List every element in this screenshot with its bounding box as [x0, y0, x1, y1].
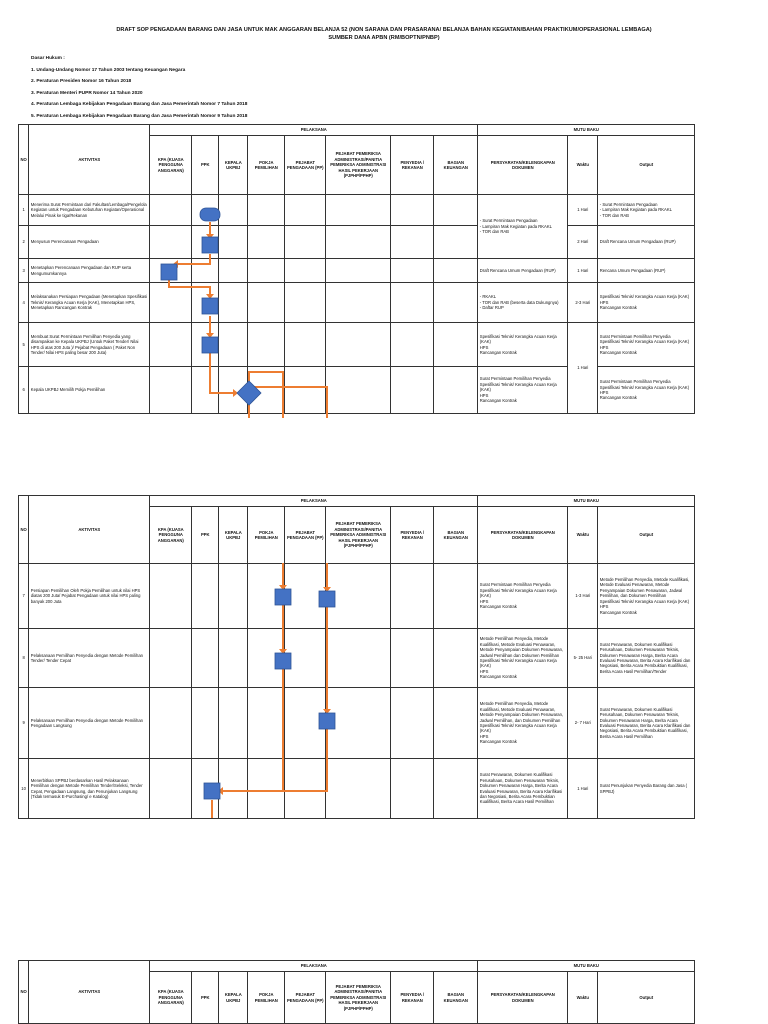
legal-item: 2. Peraturan Presiden Nomor 16 Tahun 2018 [31, 79, 132, 84]
header-actor: BAGIAN KEUANGAN [434, 136, 478, 195]
legal-item: 3. Peraturan Menteri PUPR Nomor 14 Tahun 2020 [31, 90, 143, 96]
row-waktu: 5- 25 Hari [568, 629, 598, 688]
header-waktu: Waktu [568, 507, 598, 564]
row-aktivitas: Menerima Surat Permintaan dari Fakultas/Lembaga/Pengelola Kegiatan untuk Pengadaan Kebutuhan Kegiatan/Operasional Melalui Pinak ke tiga/Rekanan [29, 195, 150, 226]
row-no: 3 [19, 259, 29, 283]
row-no: 1 [19, 195, 29, 226]
table-row [19, 283, 695, 323]
row-aktivitas: Menerbitkan SPPBJ berdasarkan Hasil Pelaksanaan Pemilihan dengan Metode Pemilihan Tender/Seleksi, Tender Cepat, Pengadaan Langsung, dan Penunjukan Langsung (Tidak termasuk E-Purchasing/ e Katalog) [29, 759, 150, 819]
legal-item: 4. Peraturan Lembaga Kebijakan Pengadaan Barang dan Jasa Pemerintah Nomor 7 Tahun 2018 [31, 102, 248, 107]
header-waktu: Waktu [568, 136, 598, 195]
header-actor: PENYEDIA / REKANAN [391, 507, 434, 564]
row-waktu: 1-3 Hari [568, 564, 598, 629]
header-actor: KPA (KUASA PENGGUNA ANGGARAN) [150, 136, 192, 195]
header-aktivitas: AKTIVITAS [29, 496, 150, 564]
row-aktivitas: Pelaksanaan Pemilihan Penyedia dengan Metode Pemilihan Pengadaan Langsung [29, 688, 150, 759]
header-actor: PEJABAT PENGADAAN (PP) [285, 972, 326, 1024]
row-no: 7 [19, 564, 29, 629]
header-actor: PEJABAT PEMERIKSA ADMINISTRASI/PANITIA PEMERIKSA ADMINISTRASI HASIL PEKERJAAN (PJPHP/PPHP) [326, 972, 391, 1024]
row-aktivitas: Menetapkan Perencanaan Pengadaan dan RUP serta Mengumumkannya [29, 259, 150, 283]
row-output: Surat Penawaran, Dokumen Kualifikasi Perusahaan, Dokumen Penawaran Teknis, Dokumen Penawaran Harga, Berita Acara Evaluasi Penawaran, Berita Acara Klarifikasi dan Negosiasi, Berita Acara Pembuktian Kualifikasi, Berita Acara Hasil Pemilihan [598, 688, 695, 759]
row-persyaratan: Surat Permintaan Pemilihan Penyedia Spesifikasi Teknis/ Kerangka Acuan Kerja (KAK) HPS Rancangan Kontrak [478, 367, 568, 414]
header-actor: PENYEDIA / REKANAN [391, 972, 434, 1024]
header-actor: KPA (KUASA PENGGUNA ANGGARAN) [150, 507, 192, 564]
row-persyaratan: Metode Pemilihan Penyedia, Metode Kualifikasi, Metode Evaluasi Penawaran, Metode Penyampaian Dokumen Penawaran, Jadwal Pemilihan, dan Dokumen Pemilihan Spesifikasi Teknis/ Kerangka Acuan Kerja (KAK) HPS Rancangan Kontrak [478, 688, 568, 759]
sop-table-2 [18, 495, 695, 819]
row-no: 6 [19, 367, 29, 414]
row-output: Draft Rencana Umum Pengadaan (RUP) [598, 226, 695, 259]
row-persyaratan: Surat Permintaan Pemilihan Penyedia Spesifikasi Teknis/ Kerangka Acuan Kerja (KAK) HPS Rancangan Kontrak [478, 564, 568, 629]
row-aktivitas: Persiapan Pemilihan Oleh Pokja Pemilihan untuk nilai HPS diatas 200 Juta/ Pejabat Pengadaan untuk nilai HPS paling banyak 200 Juta [29, 564, 150, 629]
table-row [19, 629, 695, 688]
table-row [19, 323, 695, 367]
table-row [19, 195, 695, 226]
header-actor: PEJABAT PEMERIKSA ADMINISTRASI/PANITIA PEMERIKSA ADMINISTRASI HASIL PEKERJAAN (PJPHP/PPHP) [326, 507, 391, 564]
header-output: Output [598, 507, 695, 564]
header-no: NO [19, 496, 29, 564]
header-actor: BAGIAN KEUANGAN [434, 972, 478, 1024]
row-no: 9 [19, 688, 29, 759]
title-line-1: DRAFT SOP PENGADAAN BARANG DAN JASA UNTUK MAK ANGGARAN BELANJA 52 (NON SARANA DAN PRASARANA/ BELANJA BAHAN KEGIATAN/BAHAN PRAKTIKUM/OPERASIONAL LEMBAGA) [116, 27, 652, 33]
row-output: Surat Permintaan Pemilihan Penyedia Spesifikasi Teknis/ Kerangka Acuan Kerja (KAK) HPS Rancangan Kontrak [598, 367, 695, 414]
row-output: Metode Pemilihan Penyedia, Metode Kualifikasi, Metode Evaluasi Penawaran, Metode Penyampaian Dokumen Penawaran, Jadwal Pemilihan, dan Dokumen Pemilihan Spesifikasi Teknis/ Kerangka Acuan Kerja (KAK) HPS Rancangan Kontrak [598, 564, 695, 629]
header-pelaksana: PELAKSANA [150, 496, 478, 507]
sop-table-3 [18, 960, 695, 1024]
legal-basis [31, 53, 247, 122]
document-title [0, 26, 768, 42]
sop-table-1 [18, 124, 695, 414]
header-mutu-baku: MUTU BAKU [478, 125, 695, 136]
table-row [19, 226, 695, 259]
header-aktivitas: AKTIVITAS [29, 125, 150, 195]
legal-item: 1. Undang-Undang Nomor 17 Tahun 2003 tentang Keuangan Negara [31, 67, 186, 73]
row-aktivitas: Membuat Surat Permintaan Pemilihan Penyedia yang disampaikan ke Kepala UKPBJ (Untuk Paket Tender/ Nilai HPS di atas 200 Juta )/ Pejabat Pengadaan ( Paket Non Tender/ Nilai HPS paling besar 200 Juta) [29, 323, 150, 367]
row-waktu: 1 Hari [568, 259, 598, 283]
table-row [19, 259, 695, 283]
row-no: 5 [19, 323, 29, 367]
header-persyaratan: PERSYARATAN/KELENGKAPAN DOKUMEN [478, 136, 568, 195]
header-actor: PPK [192, 136, 219, 195]
table-row [19, 564, 695, 629]
title-line-2: SUMBER DANA APBN (RM/BOPTN/PNBP) [328, 35, 440, 41]
row-output: Surat Penawaran, Dokumen Kualifikasi Perusahaan, Dokumen Penawaran Teknis, Dokumen Penawaran Harga, Berita Acara Evaluasi Penawaran, Berita Acara Klarifikasi dan Negosiasi, Berita Acara Pembuktian Kualifikasi, Berita Acara Hasil Pemilihan/Tender [598, 629, 695, 688]
header-no: NO [19, 961, 29, 1024]
header-actor: KEPALA UKPBJ [219, 972, 248, 1024]
legal-item: 5. Peraturan Lembaga Kebijakan Pengadaan Barang dan Jasa Pemerintah Nomor 9 Tahun 2018 [31, 113, 248, 119]
row-aktivitas: Pelaksanaan Pemilihan Penyedia dengan Metode Pemilihan Tender/ Tender Cepat [29, 629, 150, 688]
header-actor: PEJABAT PENGADAAN (PP) [285, 507, 326, 564]
header-actor: PPK [192, 972, 219, 1024]
legal-heading: Dasar Hukum : [31, 56, 65, 61]
row-aktivitas: Melaksanakan Persiapan Pengadaan (Menetapkan Spesifikasi Teknis/ Kerangka Acuan Kerja (KAK), Menetapkan HPS, Menetapkan Rancangan Kontrak [29, 283, 150, 323]
row-waktu: 2 Hari [568, 226, 598, 259]
header-row-group [19, 961, 695, 972]
row-aktivitas: Kepala UKPBJ Memilih Pokja Pemilihan [29, 367, 150, 414]
row-output: Rencana Umum Pengadaan (RUP) [598, 259, 695, 283]
row-no: 10 [19, 759, 29, 819]
row-output: Spesifikasi Teknis/ Kerangka Acuan Kerja (KAK) HPS Rancangan Kontrak [598, 283, 695, 323]
header-row-group [19, 125, 695, 136]
header-aktivitas: AKTIVITAS [29, 961, 150, 1024]
row-persyaratan: Spesifikasi Teknis/ Kerangka Acuan Kerja (KAK) HPS Rancangan Kontrak [478, 323, 568, 367]
header-actor: POKJA PEMILIHAN [248, 136, 285, 195]
header-actor: PEJABAT PEMERIKSA ADMINISTRASI/PANITIA PEMERIKSA ADMINISTRASI HASIL PEKERJAAN (PJPHP/PPHP) [326, 136, 391, 195]
header-no: NO [19, 125, 29, 195]
header-mutu-baku: MUTU BAKU [478, 496, 695, 507]
header-row-group [19, 496, 695, 507]
header-waktu: Waktu [568, 972, 598, 1024]
row-persyaratan: Draft Rencana Umum Pengadaan (RUP) [478, 259, 568, 283]
header-mutu-baku: MUTU BAKU [478, 961, 695, 972]
header-pelaksana: PELAKSANA [150, 961, 478, 972]
row-persyaratan: - Surat Permintaan Pengadaan - Lampiran Mak Kegiatan pada RKAKL - TOR dan RAB [478, 195, 568, 259]
header-persyaratan: PERSYARATAN/KELENGKAPAN DOKUMEN [478, 972, 568, 1024]
header-actor: PENYEDIA / REKANAN [391, 136, 434, 195]
row-persyaratan: Surat Penawaran, Dokumen Kualifikasi Perusahaan, Dokumen Penawaran Teknis, Dokumen Penawaran Harga, Berita Acara Evaluasi Penawaran, Berita Acara Klarifikasi dan Negosiasi, Berita Acara Pembuktian Kualifikasi, Berita Acara Hasil Pemilihan [478, 759, 568, 819]
row-no: 2 [19, 226, 29, 259]
header-actor: PEJABAT PENGADAAN (PP) [285, 136, 326, 195]
header-actor: POKJA PEMILIHAN [248, 507, 285, 564]
header-actor: KEPALA UKPBJ [219, 507, 248, 564]
header-actor: BAGIAN KEUANGAN [434, 507, 478, 564]
row-no: 8 [19, 629, 29, 688]
row-waktu: 1 Hari [568, 323, 598, 414]
header-actor: PPK [192, 507, 219, 564]
table-row [19, 688, 695, 759]
row-persyaratan: - RKAKL - TOR dan RAB (beserta data Dukungnya) - Daftar RUP [478, 283, 568, 323]
header-actor: KEPALA UKPBJ [219, 136, 248, 195]
header-actor: KPA (KUASA PENGGUNA ANGGARAN) [150, 972, 192, 1024]
row-output: Surat Permintaan Pemilihan Penyedia Spesifikasi Teknis/ Kerangka Acuan Kerja (KAK) HPS Rancangan Kontrak [598, 323, 695, 367]
row-waktu: 2- 7 Hari [568, 688, 598, 759]
header-actor: POKJA PEMILIHAN [248, 972, 285, 1024]
row-output: - Surat Permintaan Pengadaan - Lampiran Mak Kegiatan pada RKAKL - TOR dan RAB [598, 195, 695, 226]
header-persyaratan: PERSYARATAN/KELENGKAPAN DOKUMEN [478, 507, 568, 564]
row-waktu: 2-3 Hari [568, 283, 598, 323]
row-no: 4 [19, 283, 29, 323]
row-aktivitas: Menyusun Perencanaan Pengadaan [29, 226, 150, 259]
row-persyaratan: Metode Pemilihan Penyedia, Metode Kualifikasi, Metode Evaluasi Penawaran, Metode Penyampaian Dokumen Penawaran, Jadwal Pemilihan dan Dokumen Pemilihan Spesifikasi Teknis/ Kerangka Acuan Kerja (KAK) HPS Rancangan Kontrak [478, 629, 568, 688]
row-waktu: 1 Hari [568, 195, 598, 226]
header-output: Output [598, 972, 695, 1024]
header-pelaksana: PELAKSANA [150, 125, 478, 136]
row-output: Surat Penunjukan Penyedia Barang dan Jasa ( SPPBJ) [598, 759, 695, 819]
table-row [19, 759, 695, 819]
header-output: Output [598, 136, 695, 195]
row-waktu: 1 Hari [568, 759, 598, 819]
